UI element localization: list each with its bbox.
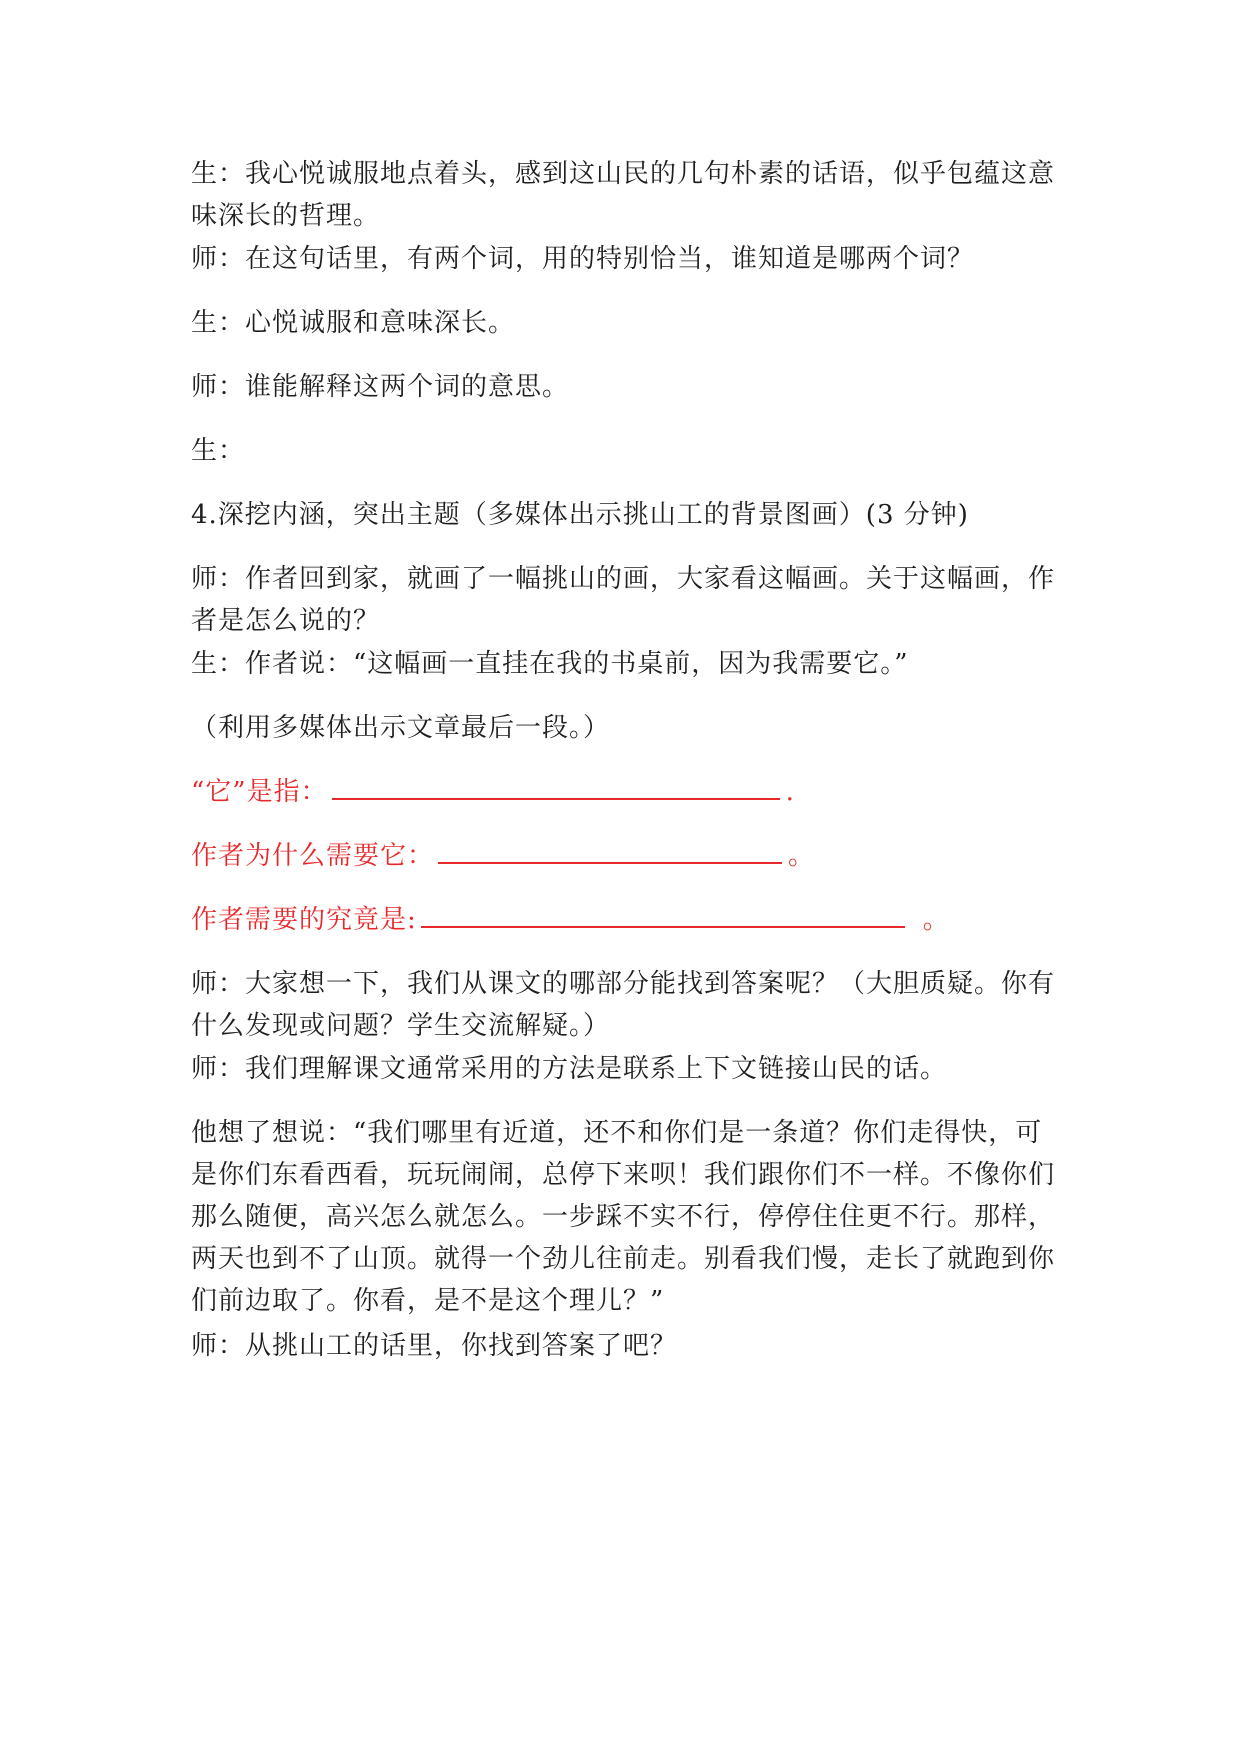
paragraph-teacher-question-2: 师：谁能解释这两个词的意思。 (191, 372, 570, 402)
fill-in-blank-2 (438, 836, 782, 864)
paragraph-teacher-question-3: 师：作者回到家，就画了一幅挑山的画，大家看这幅画。关于这幅画，作者是怎么说的？ (191, 564, 1056, 636)
fill-in-question-2 (191, 835, 1061, 877)
section-heading-4: 4.深挖内涵，突出主题（多媒体出示挑山工的背景图画）(3 分钟) (191, 500, 969, 530)
fill-in-blank-3 (421, 900, 905, 928)
fill-in-question-3 (191, 899, 1061, 941)
fill-in-label-3: 作者需要的究竟是: (191, 905, 417, 935)
fill-in-end-1: . (785, 777, 795, 807)
fill-in-question-1 (191, 771, 1061, 813)
fill-in-label-2: 作者为什么需要它： (191, 841, 435, 871)
paragraph-mountain-porter-quote: 他想了想说：“我们哪里有近道，还不和你们是一条道？你们走得快，可是你们东看西看，玩玩闹闹，总停下来呗！我们跟你们不一样。不像你们那么随便，高兴怎么就怎么。一步踩不实不行，停停住住更不行。那样，两天也到不了山顶。就得一个劲儿往前走。别看我们慢，走长了就跑到你们前边取了。你看，是不是这个理儿？” (191, 1118, 1056, 1316)
paragraph-student-response-2: 生：心悦诚服和意味深长。 (191, 308, 516, 338)
fill-in-end-2: 。 (788, 841, 816, 871)
paragraph-teacher-method: 师：我们理解课文通常采用的方法是联系上下文链接山民的话。 (191, 1054, 948, 1084)
fill-in-blank-1 (332, 772, 780, 800)
paragraph-student-blank: 生： (191, 436, 246, 466)
fill-in-end-3: 。 (922, 905, 950, 935)
paragraph-student-response-3: 生：作者说：“这幅画一直挂在我的书桌前，因为我需要它。” (191, 649, 909, 679)
paragraph-teacher-question-4: 师：大家想一下，我们从课文的哪部分能找到答案呢？（大胆质疑。你有什么发现或问题？学生交流解疑。） (191, 969, 1056, 1041)
paragraph-teacher-question-5: 师：从挑山工的话里，你找到答案了吧？ (191, 1331, 678, 1361)
fill-in-label-1: “它”是指： (191, 777, 328, 807)
paragraph-teacher-question-1: 师：在这句话里，有两个词，用的特别恰当，谁知道是哪两个词？ (191, 244, 975, 274)
paragraph-student-response-1: 生：我心悦诚服地点着头，感到这山民的几句朴素的话语，似乎包蕴这意味深长的哲理。 (191, 159, 1056, 231)
paragraph-multimedia-note: （利用多媒体出示文章最后一段。） (191, 713, 611, 743)
